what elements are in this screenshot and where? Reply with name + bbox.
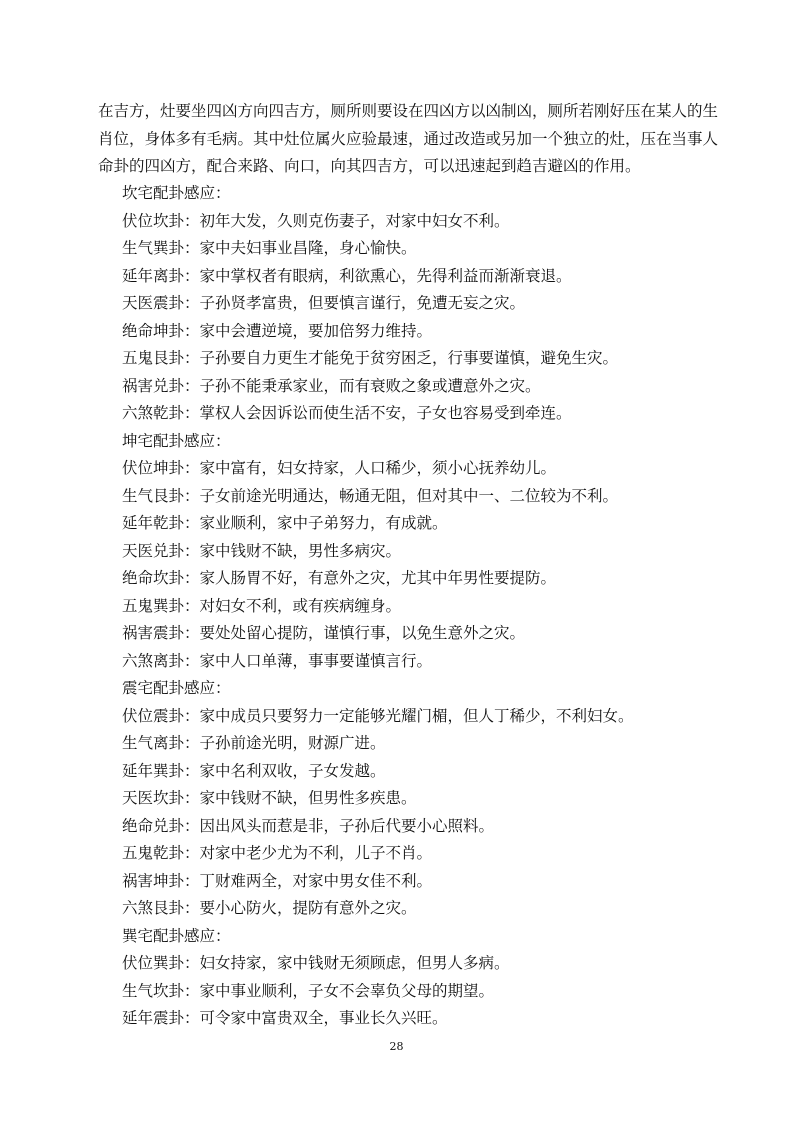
list-item: 五鬼乾卦：对家中老少尤为不利，儿子不肖。 [122, 844, 433, 862]
list-item: 绝命坤卦：家中会遭逆境，要加倍努力维持。 [122, 321, 433, 340]
list-item: 生气离卦：子孙前途光明，财源广进。 [122, 734, 386, 752]
list-item: 生气坎卦：家中事业顺利，子女不会辜负父母的期望。 [122, 981, 495, 1000]
list-item: 伏位巽卦：妇女持家，家中钱财无须顾虑，但男人多病。 [122, 954, 510, 972]
list-item: 延年乾卦：家业顺利，家中子弟努力，有成就。 [122, 514, 448, 532]
list-item: 祸害震卦：要处处留心提防，谨慎行事，以免生意外之灾。 [122, 624, 526, 642]
list-item: 五鬼巽卦：对妇女不利，或有疾病缠身。 [122, 596, 402, 615]
list-item: 延年震卦：可令家中富贵双全，事业长久兴旺。 [122, 1009, 448, 1027]
list-item: 六煞离卦：家中人口单薄，事事要谨慎言行。 [122, 651, 433, 670]
list-item: 六煞艮卦：要小心防火，提防有意外之灾。 [122, 899, 417, 917]
list-item: 天医兑卦：家中钱财不缺，男性多病灾。 [122, 541, 402, 560]
list-item: 绝命坎卦：家人肠胃不好，有意外之灾，尤其中年男性要提防。 [122, 569, 557, 587]
list-item: 延年巽卦：家中名利双收，子女发越。 [122, 761, 386, 780]
list-item: 伏位坤卦：家中富有，妇女持家，人口稀少，须小心抚养幼儿。 [122, 459, 557, 477]
list-item: 伏位坎卦：初年大发，久则克伤妻子，对家中妇女不利。 [122, 211, 510, 230]
list-item: 祸害坤卦：丁财难两全，对家中男女佳不利。 [122, 871, 433, 890]
house-heading-zhen: 震宅配卦感应： [122, 679, 231, 697]
list-item: 天医震卦：子孙贤孝富贵，但要慎言谨行，免遭无妄之灾。 [122, 294, 526, 312]
list-item: 祸害兑卦：子孙不能秉承家业，而有衰败之象或遭意外之灾。 [122, 376, 541, 395]
list-item: 生气艮卦：子女前途光明通达，畅通无阻，但对其中一、二位较为不利。 [122, 486, 619, 505]
house-heading-xun: 巽宅配卦感应： [122, 926, 231, 945]
list-item: 六煞乾卦：掌权人会因诉讼而使生活不安，子女也容易受到牵连。 [122, 404, 572, 422]
page-number: 28 [389, 1040, 404, 1053]
list-item: 五鬼艮卦：子孙要自力更生才能免于贫穷困乏，行事要谨慎，避免生灾。 [122, 349, 619, 367]
house-heading-kun: 坤宅配卦感应： [122, 431, 231, 450]
list-item: 生气巽卦：家中夫妇事业昌隆，身心愉快。 [122, 239, 417, 257]
list-item: 天医坎卦：家中钱财不缺，但男性多疾患。 [122, 789, 417, 807]
list-item: 绝命兑卦：因出风头而惹是非，子孙后代要小心照料。 [122, 816, 495, 835]
house-heading-kan: 坎宅配卦感应： [122, 184, 231, 202]
intro-paragraph: 在吉方，灶要坐四凶方向四吉方，厕所则要设在四凶方以凶制凶，厕所若刚好压在某人的生肖位，身体多有毛病。其中灶位属火应验最速，通过改造或另加一个独立的灶，压在当事人命卦的四凶方，配合来路、向口，向其四吉方，可以迅速起到趋吉避凶的作用。 [98, 102, 719, 175]
fortune-list [122, 180, 722, 1033]
list-item: 延年离卦：家中掌权者有眼病，利欲熏心，先得利益而渐渐衰退。 [122, 266, 572, 285]
list-item: 伏位震卦：家中成员只要努力一定能够光耀门楣，但人丁稀少，不利妇女。 [122, 706, 634, 725]
